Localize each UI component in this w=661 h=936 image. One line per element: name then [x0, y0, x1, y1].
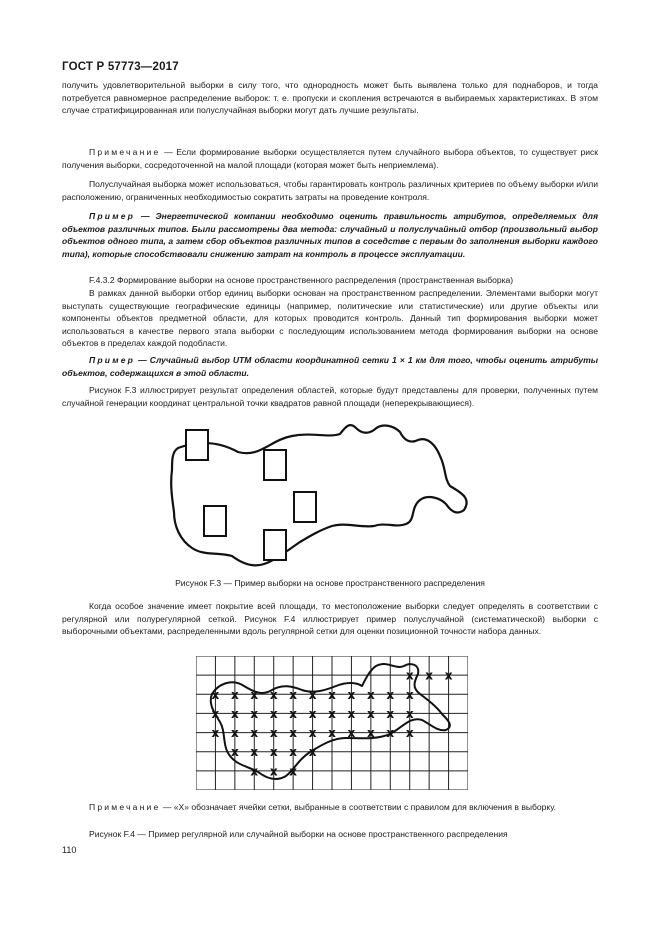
- area-outline: [211, 664, 450, 779]
- sample-mark: x: [269, 764, 278, 779]
- sample-mark: x: [211, 726, 220, 741]
- sample-mark: x: [405, 726, 414, 741]
- sample-mark: x: [289, 726, 298, 741]
- sample-mark: x: [425, 668, 434, 683]
- sample-mark: x: [405, 668, 414, 683]
- paragraph-semirandom: [62, 178, 598, 203]
- example-1: [62, 210, 598, 260]
- example-2-label: Пример: [89, 355, 136, 365]
- paragraph-grid-text: Когда особое значение имеет покрытие всей площади, то местоположение выборки следует определять в соответствии с регулярной или полурегулярной сеткой. Рисунок F.4 иллюстрирует пример полуслучайной (систематической) выборки с выборочными объектами, распределенными вдоль регулярной сетки для оценки позиционной точности набора данных.: [62, 601, 598, 637]
- standard-header: ГОСТ Р 57773—2017: [62, 61, 179, 73]
- paragraph-semirandom-text: Полуслучайная выборка может использоваться, чтобы гарантировать контроль различных критериев по объему выборки и/или расположению, ограниченных необходимостью сократить затраты на проведение контроля.: [62, 179, 598, 202]
- sample-mark: x: [250, 706, 259, 721]
- sample-mark: x: [230, 726, 239, 741]
- sample-mark: x: [328, 706, 336, 721]
- sample-mark: x: [347, 687, 356, 702]
- paragraph-intro-text: получить удовлетворительной выборки в силу того, что однородность может быть выявлена только для поднаборов, и тогда потребуется равномерное распределение выборок: т. е. пропуски и скопления встречаются в выбираемых характеристиках. В этом случае стратифицированная или полуслучайная выборки могут дать лучшие результаты.: [62, 80, 598, 116]
- note-1: [62, 146, 598, 171]
- sample-mark: x: [211, 687, 220, 702]
- note-2-text: — «X» обозначает ячейки сетки, выбранные в соответствии с правилом для включения в выборку.: [160, 802, 557, 812]
- sample-square-1: [186, 430, 208, 460]
- note-2-label: Примечание: [89, 802, 161, 812]
- note-2: [62, 801, 598, 814]
- sample-square-5: [264, 530, 286, 560]
- sample-mark: x: [269, 726, 278, 741]
- sample-mark: x: [308, 706, 317, 721]
- paragraph-spatial: [62, 287, 598, 350]
- note-1-label: Примечание: [89, 147, 161, 157]
- sample-mark: x: [289, 764, 298, 779]
- area-outline: [171, 425, 466, 565]
- sample-mark: x: [289, 706, 298, 721]
- sample-mark: x: [269, 706, 278, 721]
- sample-mark: x: [230, 687, 239, 702]
- sample-mark: x: [308, 745, 317, 760]
- paragraph-grid: [62, 600, 598, 638]
- paragraph-intro: [62, 79, 598, 117]
- example-2: [62, 354, 598, 379]
- note-1-text: — Если формирование выборки осуществляется путем случайного выбора объектов, то существует риск получения выборки, сосредоточенной на малой площади (которая может быть неприемлема).: [62, 147, 598, 170]
- sample-mark: x: [250, 745, 259, 760]
- sample-mark: x: [328, 726, 336, 741]
- sample-mark: x: [250, 726, 259, 741]
- example-2-text: — Случайный выбор UTM области координатной сетки 1 × 1 км для того, чтобы оценить атрибуты объектов, содержащихся в этой области.: [62, 355, 598, 378]
- figure-f3-caption: Рисунок F.3 — Пример выборки на основе пространственного распределения: [175, 578, 485, 588]
- sample-mark: x: [230, 745, 239, 760]
- sample-mark: x: [366, 687, 375, 702]
- sample-mark: x: [386, 726, 395, 741]
- sample-mark: x: [308, 726, 317, 741]
- sample-mark: x: [347, 706, 356, 721]
- section-number: F.4.3.2: [89, 275, 115, 285]
- sample-mark: x: [269, 687, 278, 702]
- figure-f4: [196, 656, 468, 790]
- sample-mark: x: [211, 706, 220, 721]
- page-number: 110: [62, 845, 77, 855]
- sample-square-3: [204, 506, 226, 536]
- paragraph-fig3-intro: [62, 384, 598, 409]
- sample-mark: x: [289, 745, 298, 760]
- sample-mark: x: [308, 687, 317, 702]
- sample-mark: x: [386, 687, 395, 702]
- sample-mark: x: [366, 706, 375, 721]
- sample-mark: x: [444, 668, 453, 683]
- example-1-text: — Энергетической компании необходимо оценить правильность атрибутов, определяемых для объектов различных типов. Были рассмотрены два метода: случайный и полуслучайный отбор (произвольный выбор объектов одного типа, а затем сбор объектов различных типов в соседстве с первым до заполнения выборки каждого типа), которые способствовали снижению затрат на контроль в процессе эксплуатации.: [62, 211, 598, 259]
- sample-mark: x: [405, 706, 414, 721]
- sample-mark: x: [366, 726, 375, 741]
- sample-mark: x: [347, 726, 356, 741]
- sample-square-4: [294, 492, 316, 522]
- section-title: Формирование выборки на основе пространственного распределения (пространственная выборка): [117, 275, 514, 285]
- sample-mark: x: [405, 687, 414, 702]
- sample-mark: x: [289, 687, 298, 702]
- sample-mark: x: [269, 745, 278, 760]
- figure-f4-caption-text: Рисунок F.4 — Пример регулярной или случайной выборки на основе пространственного распределения: [89, 829, 508, 839]
- example-1-label: Пример: [89, 211, 136, 221]
- figure-f4-caption: [62, 828, 598, 841]
- sample-mark: x: [328, 687, 336, 702]
- paragraph-spatial-text: В рамках данной выборки отбор единиц выборки основан на пространственном распределении. Элементами выборки могут выступать существующие географические единицы (например, политические или статистические) или другие объекты или компоненты объектов предметной области, для которых проводится контроль. Данный тип формирования выборки может использоваться в качестве первого этапа выборки с последующим использованием метода формирования выборки на основе объектов в пределах каждой подобласти.: [62, 288, 598, 349]
- section-heading: [62, 274, 598, 287]
- sample-mark: x: [250, 764, 259, 779]
- sample-mark: x: [250, 687, 259, 702]
- sample-mark: x: [386, 706, 395, 721]
- figure-f3: [160, 418, 470, 570]
- paragraph-fig3-intro-text: Рисунок F.3 иллюстрирует результат определения областей, которые будут представлены для проверки, полученных путем случайной генерации координат центральной точки квадратов равной площади (неперекрывающиеся).: [62, 385, 598, 408]
- sample-mark: x: [230, 706, 239, 721]
- sample-square-2: [264, 450, 286, 480]
